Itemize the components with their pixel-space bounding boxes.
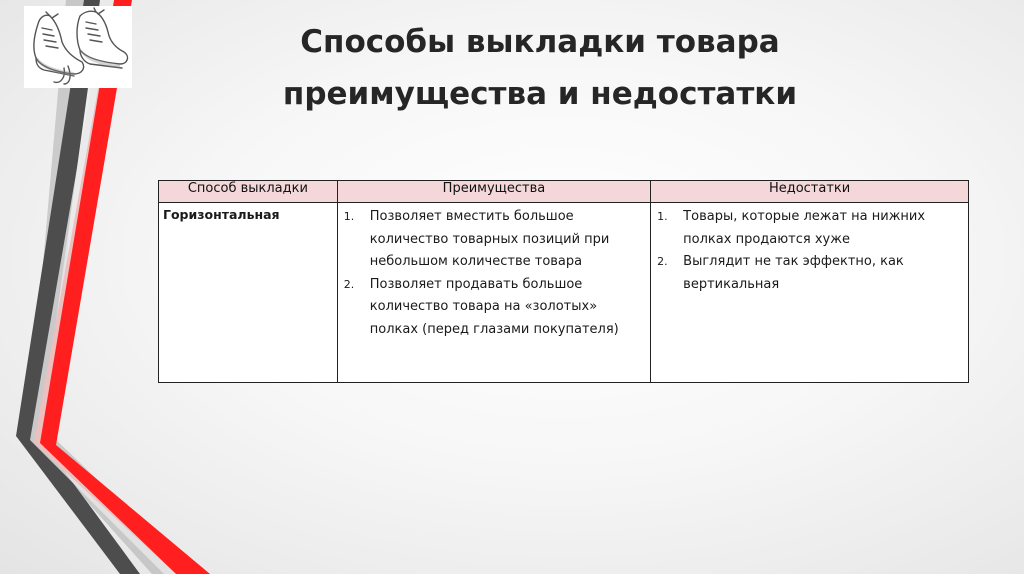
disadvantage-text: Товары, которые лежат на нижних полках продаются хуже — [683, 209, 926, 247]
list-number: 2. — [343, 277, 355, 291]
advantages-cell — [337, 203, 650, 383]
slide-title — [220, 16, 860, 120]
advantage-text: Позволяет продавать большое количество товара на «золотых» полках (перед глазами покупателя) — [369, 276, 619, 337]
title-line-1: Способы выкладки товара — [300, 24, 780, 60]
header-method: Способ выкладки — [159, 181, 338, 203]
advantage-item — [342, 274, 646, 342]
list-number: 1. — [657, 210, 668, 223]
title-line-2: преимущества и недостатки — [282, 76, 798, 112]
header-disadvantages: Недостатки — [651, 181, 969, 203]
list-number: 2. — [657, 255, 668, 268]
comparison-table — [158, 180, 969, 383]
method-cell — [159, 203, 338, 383]
disadvantages-cell — [651, 203, 969, 383]
table-header-row — [159, 181, 969, 203]
disadvantage-text: Выглядит не так эффектно, как вертикальная — [683, 254, 904, 292]
advantage-text: Позволяет вместить большое количество товарных позиций при небольшом количестве товара — [369, 209, 610, 269]
sneakers-logo — [24, 6, 132, 88]
disadvantages-list — [655, 206, 964, 296]
table-row — [159, 203, 969, 383]
disadvantage-item — [655, 251, 964, 296]
header-advantages: Преимущества — [337, 181, 650, 203]
advantage-item — [342, 206, 646, 274]
advantages-list — [342, 206, 646, 341]
list-number: 1. — [343, 210, 355, 223]
method-name: Горизонтальная — [163, 207, 280, 222]
sneakers-icon — [24, 6, 132, 88]
disadvantage-item — [655, 206, 964, 251]
